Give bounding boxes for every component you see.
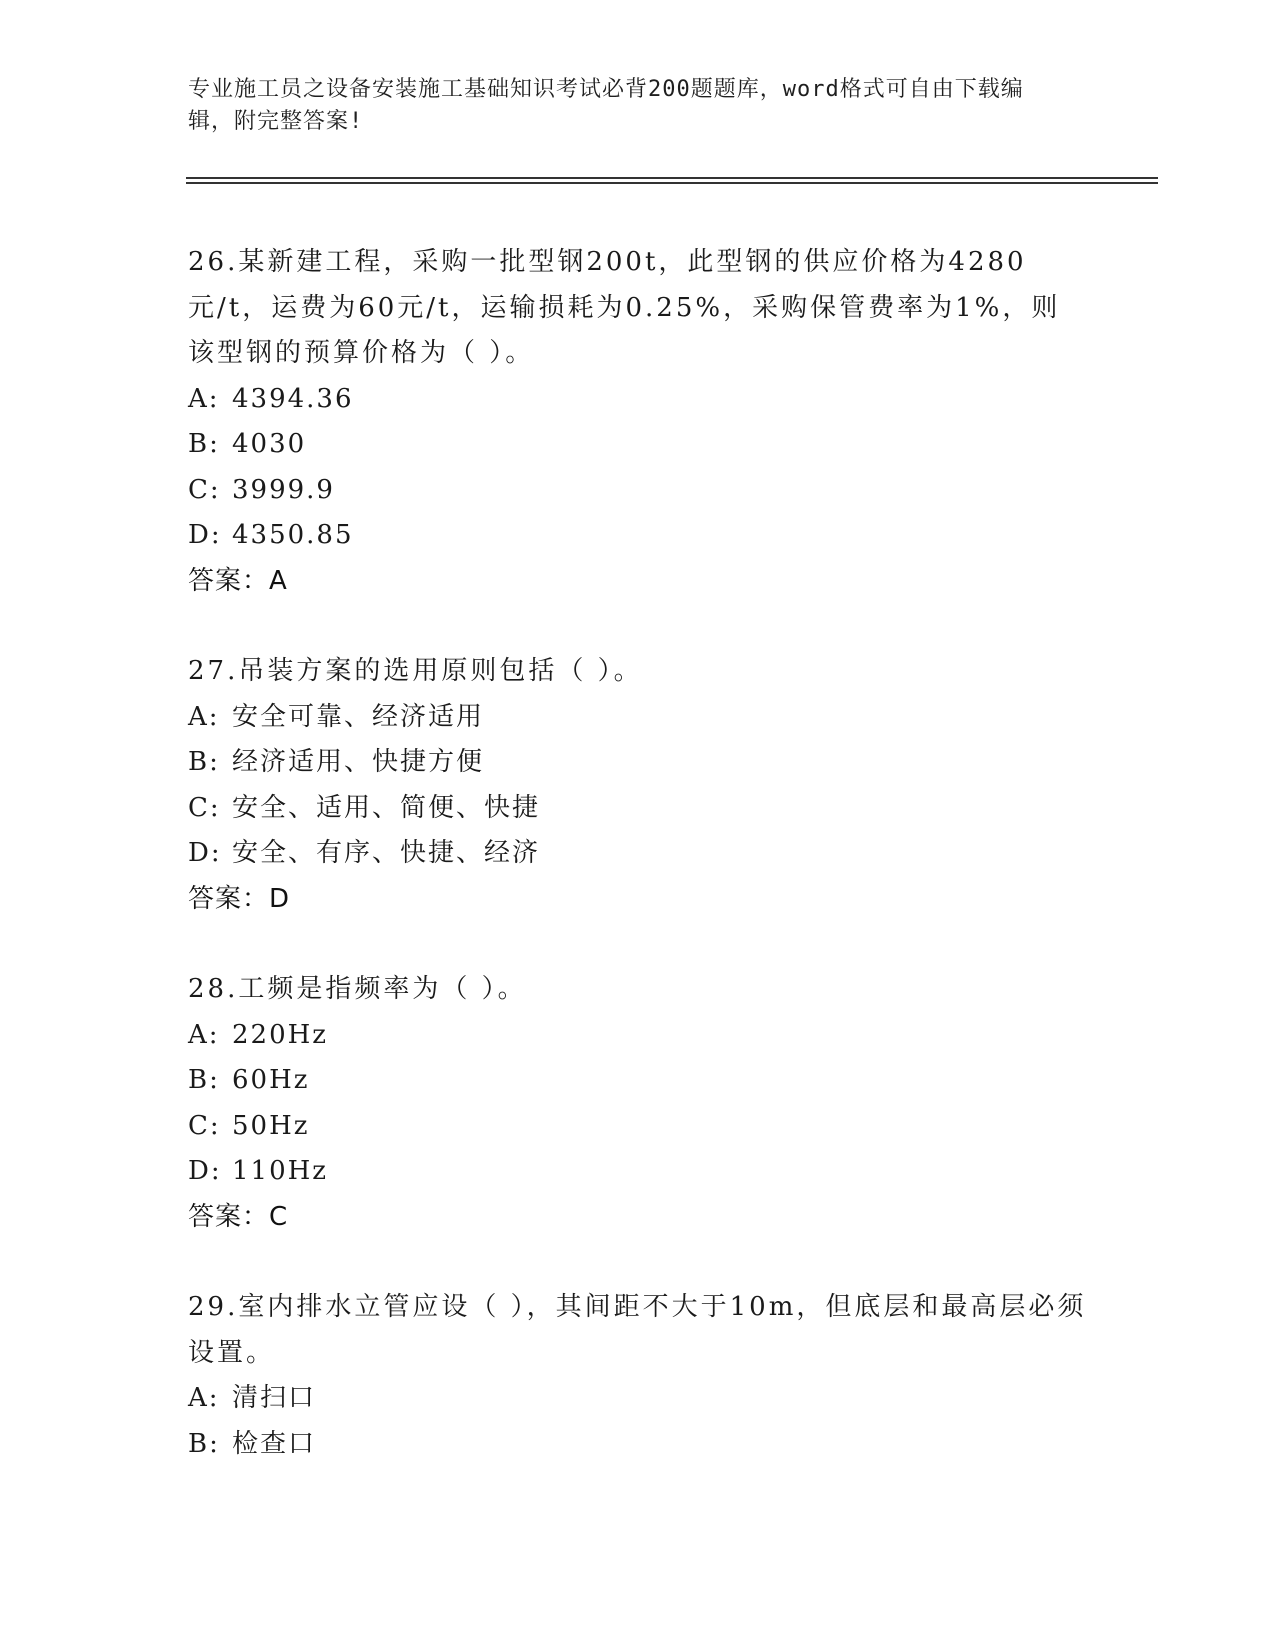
option-a: [188, 695, 1088, 741]
option-value: 50Hz: [232, 1110, 310, 1141]
option-key: C:: [188, 792, 221, 823]
header-rule-top: [186, 177, 1158, 179]
header-rule-bottom: [186, 182, 1158, 184]
option-key: D:: [188, 520, 222, 550]
option-b: [188, 1422, 1088, 1468]
option-value: 安全可靠、经济适用: [232, 701, 485, 732]
option-a: [188, 377, 1088, 423]
option-key: B:: [188, 1065, 220, 1095]
option-value: 检查口: [232, 1428, 317, 1459]
option-value: 4030: [232, 429, 307, 459]
option-c: [188, 468, 1088, 514]
answer: 答案：D: [188, 883, 291, 914]
option-key: C:: [188, 1110, 221, 1141]
option-value: 60Hz: [232, 1065, 310, 1095]
option-c: [188, 1104, 1088, 1150]
option-key: A:: [188, 1019, 220, 1050]
question-26: [188, 240, 1088, 604]
header-title: 专业施工员之设备安装施工基础知识考试必背200题题库，word格式可自由下载编辑，附完整答案!: [188, 77, 1024, 134]
option-b: [188, 740, 1088, 786]
option-value: 4394.36: [232, 383, 354, 414]
option-a: [188, 1376, 1088, 1422]
option-key: A:: [188, 383, 220, 414]
option-key: D:: [188, 838, 222, 868]
question-29: [188, 1285, 1088, 1467]
option-value: 220Hz: [232, 1019, 328, 1050]
option-c: [188, 786, 1088, 832]
question-text: 26.某新建工程，采购一批型钢200t，此型钢的供应价格为4280元/t，运费为60元/t，运输损耗为0.25%，采购保管费率为1%，则该型钢的预算价格为（ ）。: [188, 247, 1061, 368]
option-value: 110Hz: [232, 1156, 328, 1186]
option-b: [188, 1058, 1088, 1104]
question-27: [188, 649, 1088, 922]
answer: 答案：C: [188, 1201, 289, 1232]
option-key: B:: [188, 1428, 220, 1459]
question-list: [188, 240, 1088, 1512]
option-a: [188, 1013, 1088, 1059]
question-text: 29.室内排水立管应设（ ），其间距不大于10m，但底层和最高层必须设置。: [188, 1292, 1087, 1368]
option-b: [188, 422, 1088, 468]
document-header: [188, 74, 1068, 138]
question-28: [188, 967, 1088, 1240]
option-key: A:: [188, 1383, 220, 1413]
question-text: 27.吊装方案的选用原则包括（ ）。: [188, 656, 643, 686]
option-d: [188, 1149, 1088, 1195]
option-value: 3999.9: [232, 474, 335, 505]
option-key: B:: [188, 429, 220, 459]
option-value: 安全、适用、简便、快捷: [232, 792, 541, 823]
option-key: B:: [188, 747, 220, 777]
option-key: D:: [188, 1156, 222, 1186]
option-d: [188, 831, 1088, 877]
option-key: A:: [188, 701, 220, 732]
option-value: 4350.85: [232, 520, 354, 550]
question-text: 28.工频是指频率为（ ）。: [188, 974, 527, 1004]
option-value: 清扫口: [232, 1383, 317, 1413]
answer: 答案：A: [188, 565, 288, 596]
option-key: C:: [188, 474, 221, 505]
option-d: [188, 513, 1088, 559]
option-value: 经济适用、快捷方便: [232, 747, 485, 777]
option-value: 安全、有序、快捷、经济: [232, 838, 541, 868]
